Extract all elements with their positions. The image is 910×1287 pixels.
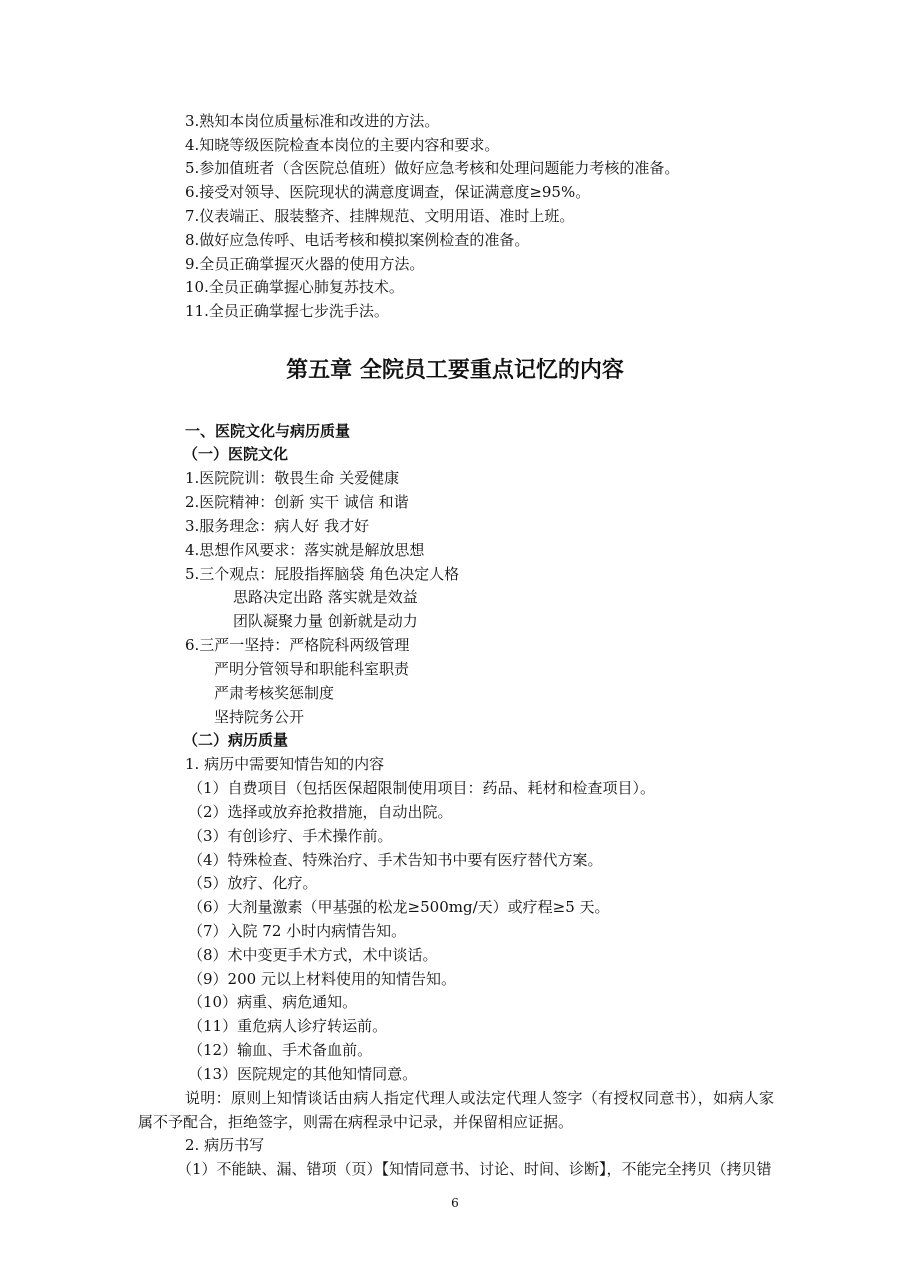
list-item: 5.参加值班者（含医院总值班）做好应急考核和处理问题能力考核的准备。: [185, 159, 680, 177]
consent-title: 1. 病历中需要知情告知的内容: [185, 755, 385, 773]
consent-item: （1）自费项目（包括医保超限制使用项目：药品、耗材和检查项目）。: [188, 779, 656, 797]
list-item: 7.仪表端正、服装整齐、挂牌规范、文明用语、准时上班。: [185, 207, 575, 225]
culture-item: 4.思想作风要求：落实就是解放思想: [185, 541, 425, 559]
consent-item: （9）200 元以上材料使用的知情告知。: [188, 970, 456, 988]
subsection-heading: （一）医院文化: [183, 445, 289, 463]
culture-item: 严明分管领导和职能科室职责: [214, 660, 410, 678]
list-item: 9.全员正确掌握灭火器的使用方法。: [185, 255, 425, 273]
section-heading: 一、医院文化与病历质量: [185, 422, 351, 440]
culture-item: 1.医院院训：敬畏生命 关爱健康: [185, 469, 400, 487]
list-item: 8.做好应急传呼、电话考核和模拟案例检查的准备。: [185, 231, 530, 249]
consent-item: （13）医院规定的其他知情同意。: [188, 1065, 418, 1083]
consent-item: （4）特殊检查、特殊治疗、手术告知书中要有医疗替代方案。: [188, 851, 603, 869]
consent-item: （12）输血、手术备血前。: [188, 1041, 373, 1059]
note-paragraph: 说明：原则上知情谈话由病人指定代理人或法定代理人签字（有授权同意书），如病人家属不予配合，拒绝签字，则需在病程录中记录，并保留相应证据。: [138, 1089, 774, 1131]
subsection-heading: （二）病历质量: [183, 731, 289, 749]
culture-item: 2.医院精神：创新 实干 诚信 和谐: [185, 493, 409, 511]
culture-item: 3.服务理念：病人好 我才好: [185, 517, 370, 535]
culture-item: 6.三严一坚持：严格院科两级管理: [185, 636, 410, 654]
consent-item: （3）有创诊疗、手术操作前。: [188, 827, 393, 845]
consent-item: （10）病重、病危通知。: [188, 993, 358, 1011]
page-number: 6: [451, 1196, 459, 1210]
culture-item: 严肃考核奖惩制度: [214, 684, 335, 702]
culture-item: 坚持院务公开: [214, 708, 305, 726]
consent-item: （5）放疗、化疗。: [188, 874, 318, 892]
culture-item: 5.三个观点：屁股指挥脑袋 角色决定人格: [185, 565, 460, 583]
list-item: 3.熟知本岗位质量标准和改进的方法。: [185, 112, 440, 130]
list-item: 6.接受对领导、医院现状的满意度调查，保证满意度≥95%。: [185, 183, 591, 201]
chapter-title: 第五章 全院员工要重点记忆的内容: [286, 358, 624, 383]
writing-item: （1）不能缺、漏、错项（页）【知情同意书、讨论、时间、诊断】，不能完全拷贝（拷贝错: [177, 1160, 772, 1178]
list-item: 4.知晓等级医院检查本岗位的主要内容和要求。: [185, 136, 500, 154]
list-item: 10.全员正确掌握心肺复苏技术。: [185, 278, 404, 296]
writing-title: 2. 病历书写: [185, 1136, 265, 1154]
culture-item: 思路决定出路 落实就是效益: [233, 588, 418, 606]
consent-item: （7）入院 72 小时内病情告知。: [188, 922, 407, 940]
consent-item: （11）重危病人诊疗转运前。: [188, 1017, 388, 1035]
consent-item: （6）大剂量激素（甲基强的松龙≥500mg/天）或疗程≥5 天。: [188, 898, 610, 916]
consent-item: （2）选择或放弃抢救措施，自动出院。: [188, 803, 453, 821]
culture-item: 团队凝聚力量 创新就是动力: [233, 612, 418, 630]
consent-item: （8）术中变更手术方式，术中谈话。: [188, 946, 438, 964]
list-item: 11.全员正确掌握七步洗手法。: [185, 302, 389, 320]
